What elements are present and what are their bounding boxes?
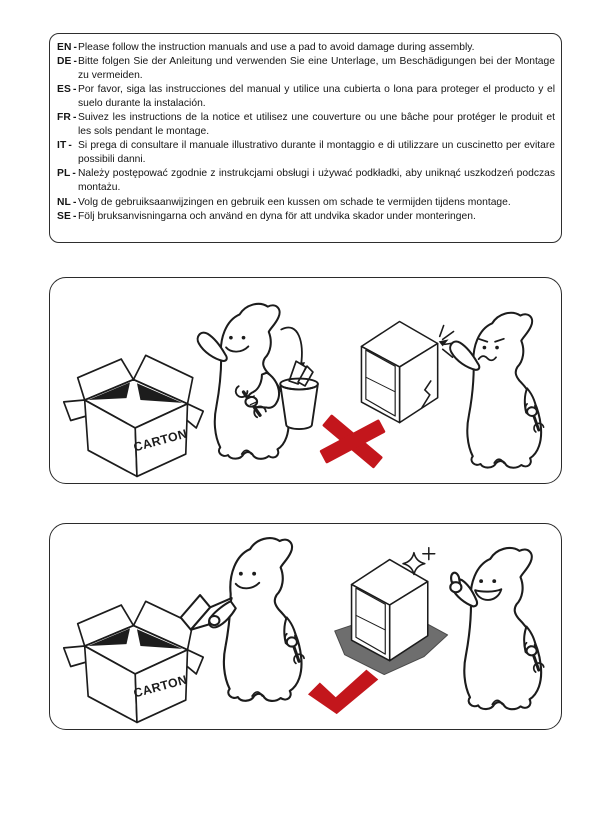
instruction-text: Please follow the instruction manuals and use a pad to avoid damage during assembly. — [78, 42, 475, 53]
instruction-text: Należy postępować zgodnie z instrukcjami obsługi i używać podkładki, aby uniknąć uszkodzeń podczas montażu. — [78, 168, 555, 194]
instruction-text: Si prega di consultare il manuale illustrativo durante il montaggio e di utilizzare un cuscinetto per evitare possibili danni. — [78, 140, 555, 166]
lang-separator: - — [72, 112, 77, 124]
lang-separator: - — [72, 210, 77, 222]
mascot-worried — [450, 313, 543, 468]
instruction-text: Följ bruksanvisningarna och använd en dyna för att undvika skador under monteringen. — [78, 210, 476, 222]
lang-code: EN — [57, 42, 72, 53]
instruction-row-it — [56, 139, 555, 167]
check-mark — [308, 670, 378, 715]
instruction-row-pl — [56, 167, 555, 195]
lang-code: IT — [57, 140, 67, 152]
cross-mark — [318, 413, 387, 469]
mascot-reading-manual — [181, 538, 304, 701]
lang-separator: - — [73, 56, 78, 68]
wrong-way-illustration — [50, 278, 561, 483]
instruction-row-en — [56, 41, 555, 55]
lang-code: FR — [57, 112, 71, 124]
carton-label: CARTON — [131, 426, 189, 455]
discarded-manual-papers — [289, 361, 313, 386]
mascot-discarding-manual — [198, 304, 289, 459]
instruction-text: Volg de gebruiksaanwijzingen en gebruik een kussen om schade te vermijden tijdens montage. — [78, 196, 511, 208]
instruction-row-se — [56, 210, 555, 224]
carton-label: CARTON — [131, 672, 189, 701]
panel-wrong-way — [49, 277, 562, 484]
lang-code: DE — [57, 56, 72, 68]
lang-separator: - — [72, 168, 76, 180]
mascot-happy — [450, 548, 543, 709]
instruction-text: Bitte folgen Sie der Anleitung und verwenden Sie eine Unterlage, um Beschädigungen bei der Montage zu vermeiden. — [78, 56, 555, 82]
instruction-text: Suivez les instructions de la notice et utilisez une couverture ou une bâche pour protéger le produit et les sols pendant le montage. — [78, 112, 555, 138]
instruction-text: Por favor, siga las instrucciones del manual y utilice una cubierta o lona para proteger el producto y el suelo durante la instalación. — [78, 84, 555, 110]
lang-separator: - — [72, 196, 77, 208]
damaged-cabinet — [361, 321, 457, 422]
instruction-row-fr — [56, 111, 555, 139]
lang-separator: - — [73, 42, 78, 53]
instruction-row-es — [56, 83, 555, 111]
instruction-row-de — [56, 55, 555, 83]
lang-separator: - — [72, 84, 77, 96]
right-way-illustration — [50, 524, 561, 729]
carton-box-illustration — [64, 355, 203, 476]
lang-separator: - — [68, 140, 72, 152]
lang-code: NL — [57, 196, 71, 208]
lang-code: SE — [57, 210, 71, 222]
trash-bin — [280, 379, 318, 430]
panel-right-way — [49, 523, 562, 730]
warning-text-box — [49, 33, 562, 243]
instruction-row-nl — [56, 196, 555, 210]
lang-code: ES — [57, 84, 71, 96]
lang-code: PL — [57, 168, 71, 180]
